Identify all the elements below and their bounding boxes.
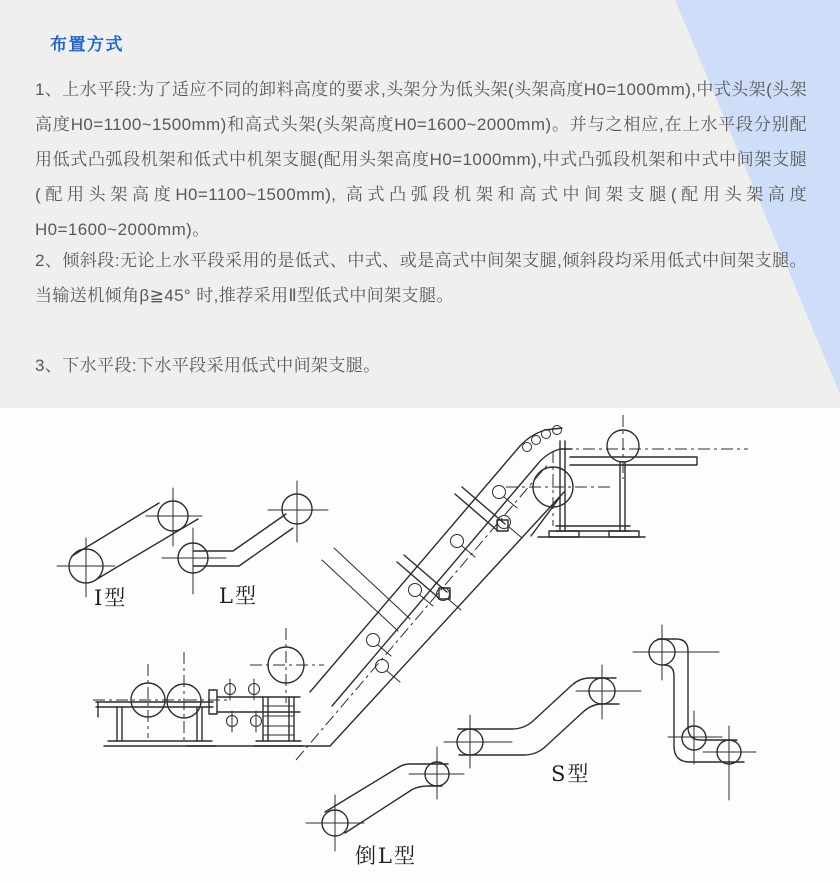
paragraph-lower-horizontal-section: 3、下水平段:下水平段采用低式中间架支腿。: [35, 356, 381, 375]
z-type-drawing: [633, 625, 756, 800]
label-i-type: I型: [94, 586, 128, 610]
paragraph-inclined-section: 2、倾斜段:无论上水平段采用的是低式、中式、或是高式中间架支腿,倾斜段均采用低式中间架支腿。当输送机倾角β≧45° 时,推荐采用Ⅱ型低式中间架支腿。: [35, 251, 807, 305]
diagram-panel: [0, 408, 840, 883]
inverted-l-type-drawing: [306, 747, 464, 851]
label-inverted-l-type: 倒L型: [355, 844, 417, 868]
conveyor-layout-diagram: [0, 408, 840, 883]
i-type-drawing: [57, 488, 202, 597]
label-s-type: S型: [551, 762, 591, 786]
page-title: 布置方式: [50, 35, 124, 54]
label-l-type: L型: [219, 584, 258, 608]
paragraph-upper-horizontal-section: 1、上水平段:为了适应不同的卸料高度的要求,头架分为低头架(头架高度H0=1000mm),中式头架(头架高度H0=1100~1500mm)和高式头架(头架高度H0=1600~2000mm)。并与之相应,在上水平段分别配用低式凸弧段机架和低式中机架支腿(配用头架高度H0=1000mm),中式凸弧段机架和中式中间架支腿(配用头架高度H0=1100~1500mm), 高式凸弧段机架和高式中间架支腿(配用头架高度H0=1600~2000mm)。: [35, 80, 807, 239]
main-conveyor-drawing: [93, 415, 748, 760]
l-type-drawing: [162, 481, 328, 594]
s-type-drawing: [444, 665, 641, 768]
